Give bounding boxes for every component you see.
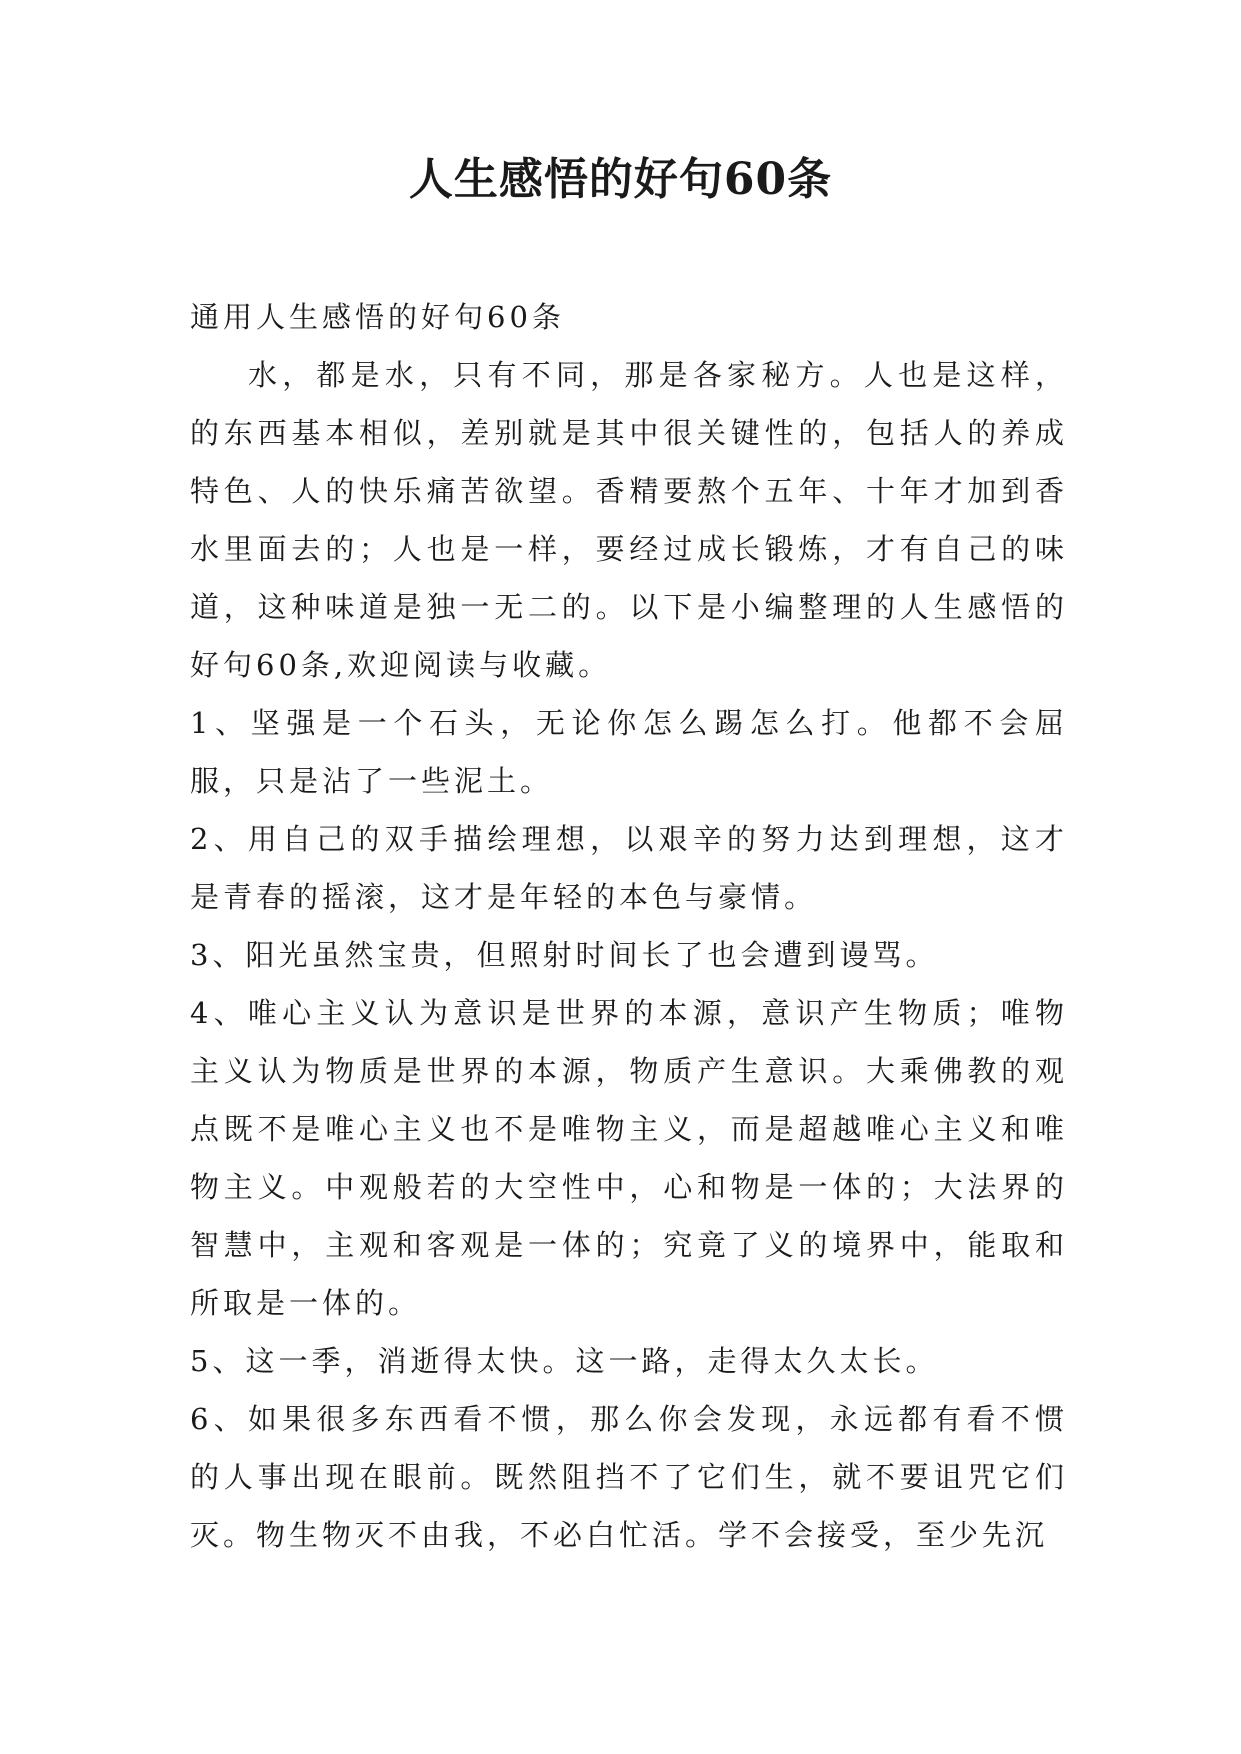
document-subtitle: 通用人生感悟的好句60条	[190, 300, 565, 334]
list-item: 2、用自己的双手描绘理想，以艰辛的努力达到理想，这才是青春的摇滚，这才是年轻的本色与豪情。	[190, 822, 1068, 914]
list-item: 5、这一季，消逝得太快。这一路，走得太久太长。	[190, 1344, 939, 1378]
intro-paragraph: 水，都是水，只有不同，那是各家秘方。人也是这样，的东西基本相似，差别就是其中很关键性的，包括人的养成特色、人的快乐痛苦欲望。香精要熬个五年、十年才加到香水里面去的；人也是一样，要经过成长锻炼，才有自己的味道，这种味道是独一无二的。以下是小编整理的人生感悟的好句60条,欢迎阅读与收藏。	[190, 358, 1068, 682]
document-title: 人生感悟的好句60条	[408, 154, 833, 205]
list-item: 4、唯心主义认为意识是世界的本源，意识产生物质；唯物主义认为物质是世界的本源，物质产生意识。大乘佛教的观点既不是唯心主义也不是唯物主义，而是超越唯心主义和唯物主义。中观般若的大空性中，心和物是一体的；大法界的智慧中，主观和客观是一体的；究竟了义的境界中，能取和所取是一体的。	[190, 996, 1068, 1320]
list-item: 6、如果很多东西看不惯，那么你会发现，永远都有看不惯的人事出现在眼前。既然阻挡不了它们生，就不要诅咒它们灭。物生物灭不由我，不必白忙活。学不会接受，至少先沉	[190, 1402, 1068, 1552]
list-item: 3、阳光虽然宝贵，但照射时间长了也会遭到谩骂。	[190, 938, 939, 972]
document-body	[190, 288, 1068, 1564]
list-item: 1、坚强是一个石头，无论你怎么踢怎么打。他都不会屈服，只是沾了一些泥土。	[190, 706, 1068, 798]
